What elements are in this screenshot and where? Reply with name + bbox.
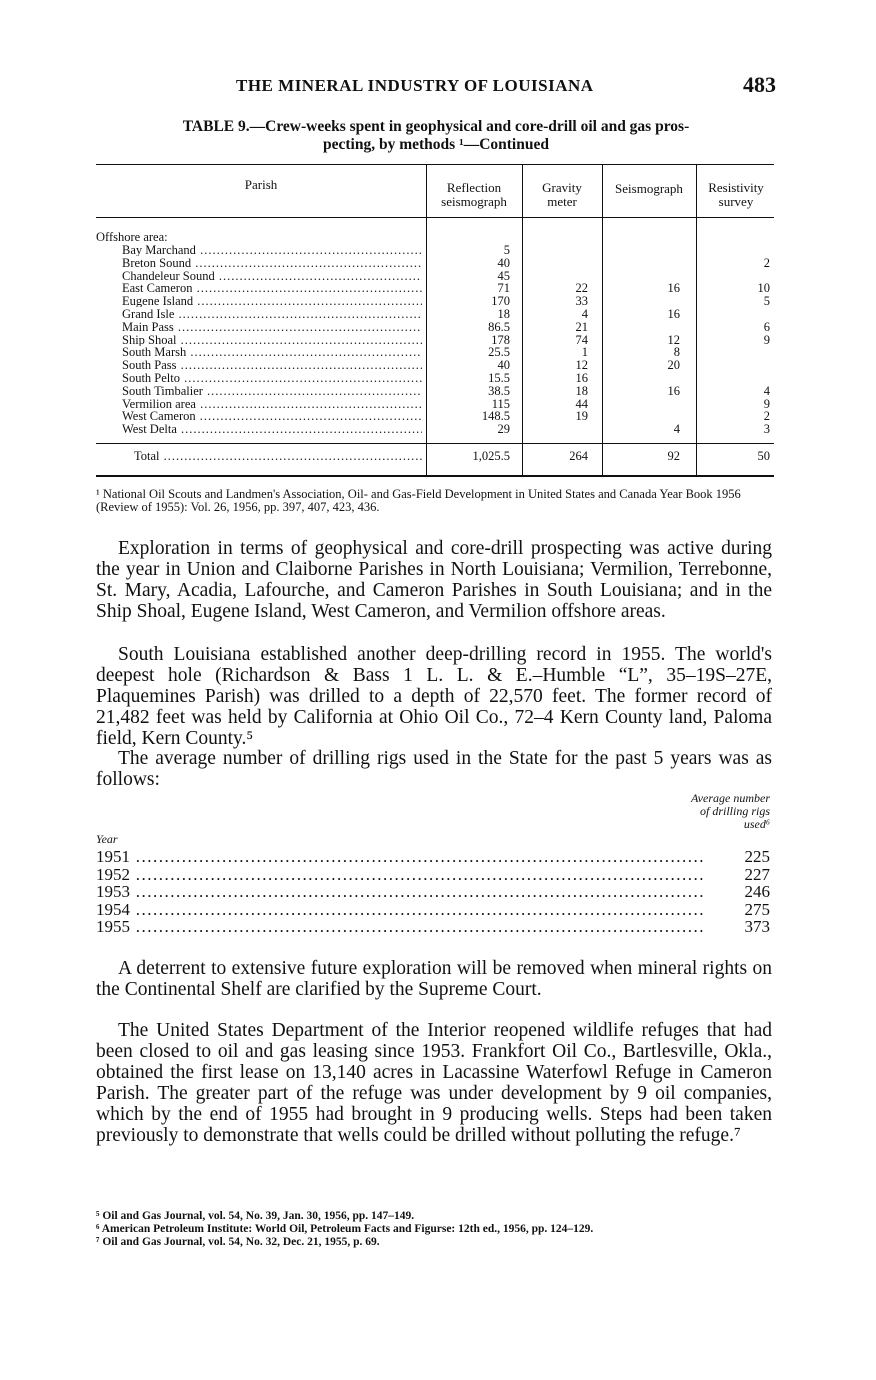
rigs-year: 1952 .....: [96, 866, 706, 883]
table-row: [96, 308, 774, 320]
table-bottom-rule: [96, 475, 774, 477]
table-row: [96, 295, 774, 307]
parish-cell: Main Pass .....: [122, 321, 422, 333]
table-row: [96, 282, 774, 294]
table-header-rule: [96, 217, 774, 218]
paragraph-deterrent: A deterrent to extensive future exploration will be removed when mineral rights on the Continental Shelf are clarified by the Supreme Court.: [96, 958, 772, 1000]
gravity-cell: 4: [581, 307, 588, 321]
footnote-6: ⁶ American Petroleum Institute: World Oil, Petroleum Facts and Figurse: 12th ed., 1956, pp. 124–129.: [96, 1223, 594, 1235]
gravity-cell: 74: [575, 332, 588, 347]
rigs-row: [96, 866, 772, 883]
table-row: [96, 372, 774, 384]
rigs-count: 373: [744, 917, 770, 936]
rigs-row: [96, 901, 772, 918]
reflection-cell: 148.5: [481, 409, 510, 424]
parish-cell: East Cameron .....: [122, 282, 422, 294]
reflection-cell: 170: [491, 294, 510, 309]
table-caption: [96, 118, 776, 154]
table-row: [96, 359, 774, 371]
table-row: [96, 410, 774, 422]
gravity-cell: 18: [575, 383, 588, 398]
table-row: [96, 346, 774, 358]
drilling-rigs-list: [96, 792, 772, 937]
seismograph-cell: 4: [673, 422, 680, 437]
table-caption-line2: pecting, by methods ¹—Continued: [323, 136, 549, 153]
reflection-cell: 25.5: [488, 345, 510, 360]
rigs-count: 246: [744, 882, 770, 901]
table-row: [96, 385, 774, 397]
reflection-cell: 38.5: [488, 383, 510, 398]
rigs-year: 1953 .....: [96, 883, 706, 900]
table-row: [96, 423, 774, 435]
total-reflection: 1,025.5: [472, 449, 510, 463]
parish-cell: South Timbalier .....: [122, 385, 422, 397]
gravity-cell: 16: [575, 371, 588, 385]
gravity-cell: 33: [575, 294, 588, 309]
reflection-cell: 45: [497, 268, 510, 283]
parish-cell: Vermilion area .....: [122, 398, 422, 410]
table-row: [96, 398, 774, 410]
reflection-cell: 5: [503, 243, 510, 257]
seismograph-cell: 16: [667, 281, 680, 296]
header-gravity: Gravity meter: [542, 180, 582, 209]
parish-cell: West Cameron .....: [122, 410, 422, 422]
resistivity-cell: 9: [763, 396, 770, 411]
resistivity-cell: 6: [763, 319, 770, 334]
rigs-number-header: Average number of drilling rigs used⁶: [691, 791, 770, 831]
total-resistivity: 50: [757, 449, 770, 463]
resistivity-cell: 4: [763, 383, 770, 398]
rigs-row: [96, 918, 772, 935]
footnote-5: ⁵ Oil and Gas Journal, vol. 54, No. 39, Jan. 30, 1956, pp. 147–149.: [96, 1210, 415, 1222]
reflection-cell: 71: [497, 281, 510, 296]
seismograph-cell: 20: [667, 358, 680, 373]
resistivity-cell: 2: [763, 255, 770, 270]
parish-cell: South Pelto .....: [122, 372, 422, 384]
rigs-count: 225: [744, 847, 770, 866]
gravity-cell: 21: [575, 319, 588, 334]
seismograph-cell: 16: [667, 383, 680, 398]
reflection-cell: 178: [491, 332, 510, 347]
resistivity-cell: 9: [763, 332, 770, 347]
parish-cell: Breton Sound .....: [122, 257, 422, 269]
parish-cell: West Delta .....: [122, 423, 422, 435]
gravity-cell: 12: [575, 358, 588, 373]
running-head: [96, 72, 776, 102]
running-head-title: THE MINERAL INDUSTRY OF LOUISIANA: [236, 76, 594, 95]
total-label: Total .....: [134, 450, 424, 462]
reflection-cell: 40: [497, 358, 510, 373]
total-row: [96, 450, 774, 462]
reflection-cell: 18: [497, 307, 510, 321]
section-label: Offshore area:: [96, 230, 168, 244]
parish-cell: Chandeleur Sound .....: [122, 270, 422, 282]
total-gravity: 264: [569, 449, 588, 463]
resistivity-cell: 10: [757, 281, 770, 296]
seismograph-cell: 12: [667, 332, 680, 347]
parish-cell: Bay Marchand .....: [122, 244, 422, 256]
paragraph-rigs-intro: The average number of drilling rigs used in the State for the past 5 years was as follows:: [96, 748, 772, 790]
parish-cell: Eugene Island .....: [122, 295, 422, 307]
seismograph-cell: 16: [667, 307, 680, 321]
rigs-row: [96, 883, 772, 900]
header-parish: Parish: [244, 177, 278, 192]
rigs-count: 227: [744, 864, 770, 884]
rigs-year: 1954 .....: [96, 901, 706, 918]
total-seismograph: 92: [667, 449, 680, 463]
rigs-year: 1951 .....: [96, 848, 706, 865]
parish-cell: South Pass .....: [122, 359, 422, 371]
table-row: [96, 270, 774, 282]
table-row: [96, 334, 774, 346]
parish-cell: Grand Isle .....: [122, 308, 422, 320]
resistivity-cell: 5: [763, 294, 770, 309]
table-top-rule: [96, 164, 774, 165]
seismograph-cell: 8: [673, 345, 680, 360]
table-row: [96, 257, 774, 269]
gravity-cell: 22: [575, 281, 588, 296]
reflection-cell: 86.5: [488, 319, 510, 334]
parish-cell: South Marsh .....: [122, 346, 422, 358]
page-number: 483: [743, 72, 776, 97]
resistivity-cell: 3: [763, 422, 770, 437]
footnote-7: ⁷ Oil and Gas Journal, vol. 54, No. 32, Dec. 21, 1955, p. 69.: [96, 1236, 380, 1248]
gravity-cell: 44: [575, 396, 588, 411]
gravity-cell: 19: [575, 409, 588, 424]
rigs-count: 275: [744, 899, 770, 919]
reflection-cell: 15.5: [488, 371, 510, 385]
header-seismograph: Seismograph: [615, 181, 683, 196]
paragraph-deep-drilling: South Louisiana established another deep-drilling record in 1955. The world's deepest hole (Richardson & Bass 1 L. L. & E.–Humble “L”, 35–19S–27E, Plaquemines Parish) was drilled to a depth of 22,570 feet. The former record of 21,482 feet was held by California at Ohio Oil Co., 72–4 Kern County land, Paloma field, Kern County.⁵: [96, 644, 772, 749]
header-resistivity: Resistivity survey: [708, 180, 764, 209]
table-caption-line1: TABLE 9.—Crew-weeks spent in geophysical and core-drill oil and gas pros-: [182, 118, 690, 135]
parish-cell: Ship Shoal .....: [122, 334, 422, 346]
table-total-rule: [96, 443, 774, 444]
table-row: [96, 244, 774, 256]
crew-weeks-table: [96, 164, 774, 479]
paragraph-exploration: Exploration in terms of geophysical and core-drill prospecting was active during the year in Union and Claiborne Parishes in North Louisiana; Vermilion, Terrebonne, St. Mary, Acadia, Lafourche, and Cameron Parishes in South Louisiana; and in the Ship Shoal, Eugene Island, West Cameron, and Vermilion offshore areas.: [96, 538, 772, 622]
table-row: [96, 321, 774, 333]
page-footnotes: [96, 1210, 776, 1249]
table-footnote: ¹ National Oil Scouts and Landmen's Association, Oil- and Gas-Field Development in United States and Canada Year Book 1956 (Review of 1955): Vol. 26, 1956, pp. 397, 407, 423, 436.: [96, 487, 741, 514]
paragraph-wildlife-refuges: The United States Department of the Interior reopened wildlife refuges that had been closed to oil and gas leasing since 1953. Frankfort Oil Co., Bartlesville, Okla., obtained the first lease on 13,140 acres in Lacassine Waterfowl Refuge in Cameron Parish. The greater part of the refuge was under development by 9 oil companies, which by the end of 1955 had brought in 9 producing wells. Steps had been taken previously to demonstrate that wells could be drilled without polluting the refuge.⁷: [96, 1020, 772, 1146]
header-reflection: Reflection seismograph: [441, 180, 507, 209]
rigs-row: [96, 848, 772, 865]
gravity-cell: 1: [581, 345, 588, 360]
reflection-cell: 115: [491, 396, 510, 411]
rigs-year-header: Year: [96, 832, 118, 846]
reflection-cell: 40: [497, 255, 510, 270]
reflection-cell: 29: [497, 422, 510, 437]
resistivity-cell: 2: [763, 409, 770, 424]
rigs-year: 1955 .....: [96, 918, 706, 935]
